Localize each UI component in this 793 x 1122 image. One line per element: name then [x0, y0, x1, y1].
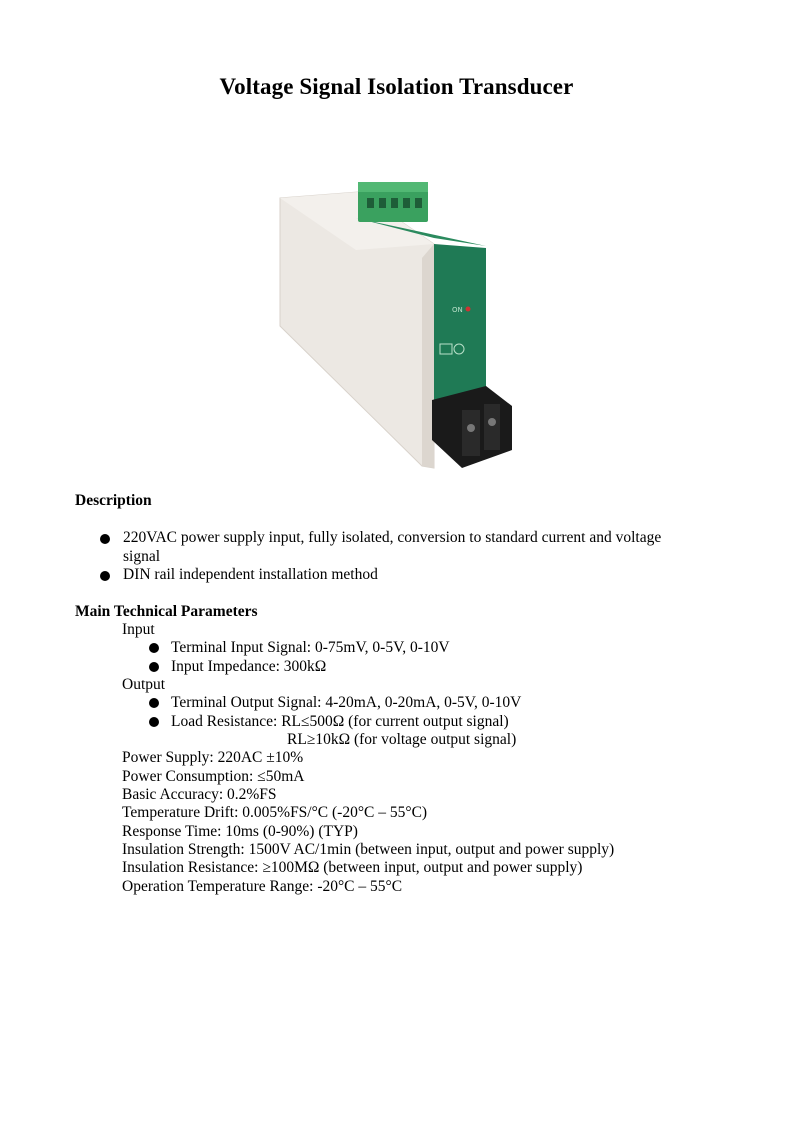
bullet-icon [100, 571, 110, 581]
bullet-icon [149, 643, 159, 653]
list-item [122, 694, 742, 712]
green-terminal-block [358, 182, 428, 222]
list-item [100, 529, 700, 566]
list-item-text: Load Resistance: RL≤500Ω (for current output signal) [171, 712, 509, 730]
input-label: Input [122, 621, 155, 638]
spec-line: Insulation Resistance: ≥100MΩ (between input, output and power supply) [122, 859, 583, 877]
pcb-front [434, 244, 486, 404]
black-terminal-block [432, 386, 512, 468]
bullet-icon [149, 662, 159, 672]
list-item-text: 220VAC power supply input, fully isolated, conversion to standard current and voltage signal [123, 529, 662, 565]
list-item-text: Input Impedance: 300kΩ [171, 657, 327, 675]
spec-line: Basic Accuracy: 0.2%FS [122, 786, 277, 804]
spec-line: Response Time: 10ms (0-90%) (TYP) [122, 822, 358, 840]
list-item-text: Terminal Input Signal: 0-75mV, 0-5V, 0-10V [171, 639, 450, 657]
load-resistance-continuation: RL≥10kΩ (for voltage output signal) [287, 731, 517, 749]
spec-line: Power Supply: 220AC ±10% [122, 749, 304, 767]
description-heading: Description [75, 492, 152, 509]
page-title: Voltage Signal Isolation Transducer [219, 74, 574, 99]
spec-line: Insulation Strength: 1500V AC/1min (between input, output and power supply) [122, 841, 615, 859]
product-image [272, 178, 522, 473]
output-label: Output [122, 676, 166, 694]
list-item [122, 658, 742, 676]
spec-line: Temperature Drift: 0.005%FS/°C (-20°C – 55°C) [122, 804, 428, 822]
bullet-icon [149, 698, 159, 708]
list-item [122, 713, 742, 731]
led-indicator [466, 307, 471, 312]
parameters-heading: Main Technical Parameters [75, 603, 258, 620]
panel-on-label: ON [452, 306, 463, 314]
bullet-icon [100, 534, 110, 544]
spec-line: Operation Temperature Range: -20°C – 55°C [122, 877, 403, 895]
description-list [100, 529, 700, 585]
list-item [122, 639, 742, 657]
list-item-text: DIN rail independent installation method [123, 566, 378, 583]
parameters-section [122, 621, 742, 896]
input-list [122, 639, 742, 676]
list-item [100, 566, 700, 585]
list-item-text: Terminal Output Signal: 4-20mA, 0-20mA, 0-5V, 0-10V [171, 694, 522, 712]
output-list [122, 694, 742, 731]
spec-line: Power Consumption: ≤50mA [122, 767, 305, 785]
bullet-icon [149, 717, 159, 727]
